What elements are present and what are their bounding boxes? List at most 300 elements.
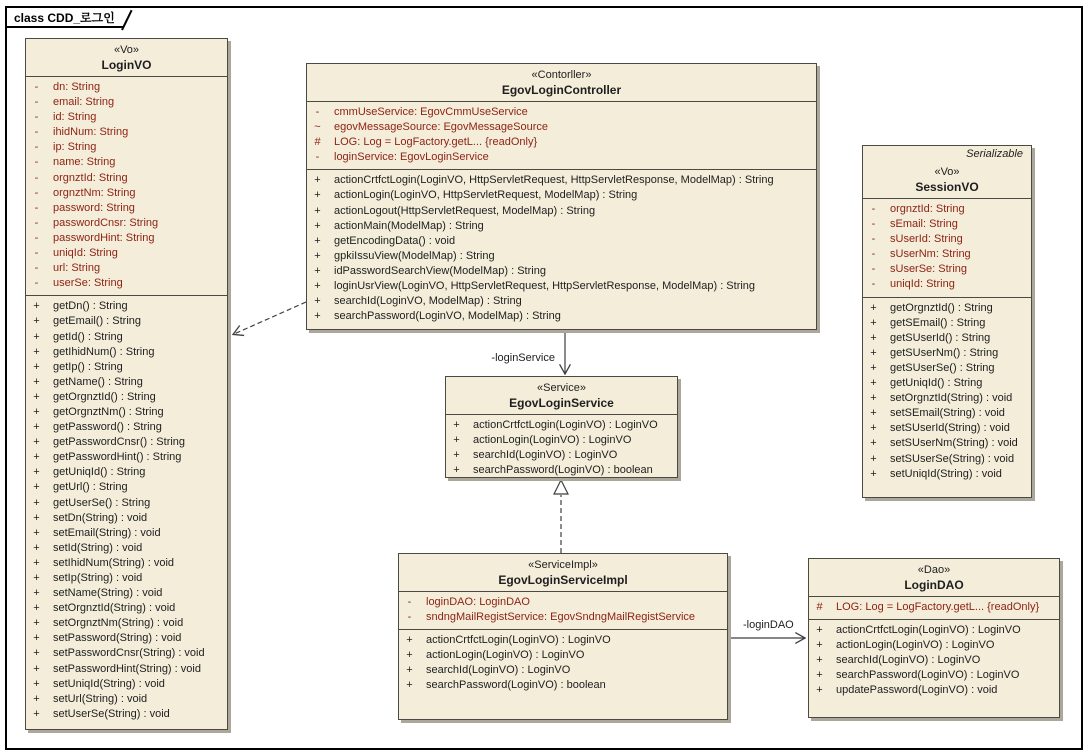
op-text: getDn() : String: [53, 300, 128, 313]
attr-text: id: String: [53, 111, 97, 124]
op-text: gpkiIssuView(ModelMap) : String: [334, 249, 495, 262]
attr-row: [26, 231, 227, 246]
op-text: setPasswordCnsr(String) : void: [53, 647, 205, 660]
attr-text: ip: String: [53, 141, 97, 154]
op-row: [26, 616, 227, 631]
visibility-symbol: -: [34, 201, 39, 214]
visibility-symbol: -: [871, 218, 876, 231]
attr-row: [863, 217, 1031, 232]
attr-text: orgnztNm: String: [53, 186, 136, 199]
attrs-compartment: [863, 198, 1031, 297]
op-row: [307, 309, 816, 324]
attrs-compartment: [26, 76, 227, 295]
visibility-symbol: +: [33, 300, 40, 313]
attr-text: orgnztId: String: [890, 203, 965, 215]
visibility-symbol: -: [34, 216, 39, 229]
attr-text: sUserId: String: [890, 233, 963, 246]
attr-text: passwordCnsr: String: [53, 216, 159, 229]
visibility-symbol: +: [33, 511, 40, 524]
class-header: [863, 161, 1031, 198]
visibility-symbol: +: [870, 331, 877, 344]
op-row: [863, 436, 1031, 451]
op-text: searchPassword(LoginVO) : LoginVO: [836, 669, 1020, 682]
visibility-symbol: +: [453, 419, 460, 431]
visibility-symbol: +: [33, 526, 40, 539]
visibility-symbol: +: [33, 572, 40, 584]
class-name: EgovLoginService: [509, 396, 614, 410]
op-row: [26, 330, 227, 345]
op-row: [863, 467, 1031, 482]
attrs-compartment: [307, 101, 816, 169]
op-row: [863, 421, 1031, 436]
op-row: [399, 633, 727, 648]
class-name: SessionVO: [915, 180, 979, 194]
visibility-symbol: +: [406, 679, 413, 692]
attrs-compartment: [809, 596, 1059, 619]
op-text: getIp() : String: [53, 360, 123, 373]
op-row: [26, 450, 227, 465]
attr-text: orgnztId: String: [53, 171, 128, 184]
op-row: [863, 301, 1031, 316]
attr-row: [26, 276, 227, 291]
visibility-symbol: +: [870, 346, 877, 359]
op-row: [307, 249, 816, 264]
visibility-symbol: +: [314, 234, 321, 247]
op-row: [26, 465, 227, 480]
class-stereotype: «ServiceImpl»: [528, 559, 598, 571]
op-row: [26, 405, 227, 420]
attr-row: [399, 610, 727, 625]
visibility-symbol: +: [33, 617, 40, 630]
op-text: setSUserNm(String) : void: [890, 437, 1018, 450]
visibility-symbol: -: [34, 141, 39, 154]
visibility-symbol: +: [33, 647, 40, 660]
visibility-symbol: -: [34, 247, 39, 260]
visibility-symbol: #: [816, 601, 823, 613]
op-row: [399, 648, 727, 663]
visibility-symbol: -: [34, 156, 39, 169]
op-text: setIhidNum(String) : void: [53, 556, 175, 569]
op-text: searchId(LoginVO) : LoginVO: [473, 449, 618, 462]
op-row: [26, 435, 227, 450]
op-row: [26, 571, 227, 586]
visibility-symbol: +: [314, 204, 321, 217]
attr-text: LOG: Log = LogFactory.getL... {readOnly}: [836, 601, 1040, 613]
class-EgovLoginServiceImpl[interactable]: [398, 553, 728, 720]
op-row: [307, 294, 816, 309]
attr-text: loginDAO: LoginDAO: [426, 596, 530, 608]
op-row: [809, 638, 1059, 653]
ops-compartment: [399, 629, 727, 697]
visibility-symbol: #: [314, 136, 321, 149]
op-text: setOrgnztNm(String) : void: [53, 617, 184, 630]
visibility-symbol: +: [314, 295, 321, 308]
op-text: searchPassword(LoginVO) : boolean: [426, 679, 606, 692]
class-header: [809, 559, 1059, 596]
op-row: [446, 433, 677, 448]
visibility-symbol: +: [870, 467, 877, 480]
op-row: [26, 631, 227, 646]
visibility-symbol: +: [33, 677, 40, 690]
op-row: [26, 420, 227, 435]
visibility-symbol: +: [33, 707, 40, 720]
attr-text: cmmUseService: EgovCmmUseService: [334, 106, 528, 118]
realization-triangle: [554, 480, 568, 494]
op-row: [26, 601, 227, 616]
op-row: [863, 361, 1031, 376]
op-text: actionLogin(LoginVO) : LoginVO: [426, 649, 585, 662]
op-text: setEmail(String) : void: [53, 526, 161, 539]
op-row: [863, 376, 1031, 391]
visibility-symbol: +: [406, 649, 413, 662]
op-text: getName() : String: [53, 375, 143, 388]
op-row: [26, 707, 227, 722]
visibility-symbol: +: [816, 639, 823, 652]
attr-row: [26, 140, 227, 155]
attr-row: [26, 155, 227, 170]
visibility-symbol: -: [407, 596, 412, 608]
op-row: [26, 526, 227, 541]
op-text: searchPassword(LoginVO, ModelMap) : String: [334, 310, 561, 323]
attr-row: [26, 125, 227, 140]
op-row: [26, 496, 227, 511]
op-row: [307, 219, 816, 234]
visibility-symbol: +: [870, 407, 877, 420]
op-row: [26, 345, 227, 360]
op-text: actionCrtfctLogin(LoginVO) : LoginVO: [426, 634, 611, 647]
class-header: [26, 39, 227, 76]
op-row: [809, 683, 1059, 698]
op-text: setOrgnztId(String) : void: [53, 602, 176, 615]
visibility-symbol: +: [314, 280, 321, 293]
attr-text: email: String: [53, 96, 115, 109]
op-row: [863, 391, 1031, 406]
attr-row: [26, 201, 227, 216]
attr-text: ihidNum: String: [53, 126, 129, 139]
op-text: setId(String) : void: [53, 541, 143, 554]
op-text: idPasswordSearchView(ModelMap) : String: [334, 264, 546, 277]
attr-text: sndngMailRegistService: EgovSndngMailRegistService: [426, 611, 696, 624]
op-text: setIp(String) : void: [53, 572, 143, 584]
op-text: setUrl(String) : void: [53, 692, 148, 705]
visibility-symbol: +: [870, 437, 877, 450]
class-LoginDAO[interactable]: [808, 558, 1060, 718]
op-text: setSUserId(String) : void: [890, 422, 1010, 435]
op-text: getEmail() : String: [53, 315, 142, 328]
op-text: getOrgnztId() : String: [890, 301, 993, 314]
ops-compartment: [809, 619, 1059, 702]
op-text: searchId(LoginVO) : LoginVO: [836, 654, 981, 667]
visibility-symbol: -: [34, 111, 39, 124]
op-text: setUserSe(String) : void: [53, 707, 170, 720]
ops-compartment: [26, 295, 227, 726]
attr-text: sUserSe: String: [890, 263, 968, 276]
ops-compartment: [446, 414, 677, 478]
diagram-title-tab: [7, 8, 123, 28]
op-row: [863, 346, 1031, 361]
visibility-symbol: +: [33, 602, 40, 615]
visibility-symbol: +: [314, 310, 321, 323]
op-row: [446, 418, 677, 433]
visibility-symbol: -: [871, 203, 876, 215]
association-label-loginService: -loginService: [491, 352, 555, 364]
op-text: getPasswordCnsr() : String: [53, 436, 186, 449]
op-row: [399, 663, 727, 678]
visibility-symbol: +: [870, 301, 877, 314]
op-text: getOrgnztNm() : String: [53, 405, 164, 418]
op-text: getId() : String: [53, 330, 123, 343]
attr-row: [863, 232, 1031, 247]
visibility-symbol: -: [34, 262, 39, 275]
attr-row: [26, 216, 227, 231]
visibility-symbol: +: [33, 556, 40, 569]
op-text: getSUserNm() : String: [890, 346, 999, 359]
attr-text: sEmail: String: [890, 218, 958, 231]
op-text: setUniqId(String) : void: [53, 677, 165, 690]
op-row: [307, 234, 816, 249]
attr-row: [26, 261, 227, 276]
op-row: [307, 188, 816, 203]
class-stereotype: «Service»: [537, 382, 586, 394]
op-text: setName(String) : void: [53, 587, 163, 600]
association-label-loginDAO: -loginDAO: [743, 619, 794, 631]
attr-text: passwordHint: String: [53, 231, 155, 244]
visibility-symbol: +: [453, 449, 460, 462]
visibility-symbol: +: [33, 421, 40, 434]
op-row: [26, 677, 227, 692]
op-text: actionLogin(LoginVO) : LoginVO: [473, 434, 632, 447]
visibility-symbol: +: [33, 405, 40, 418]
op-text: getSEmail() : String: [890, 316, 986, 329]
op-text: actionCrtfctLogin(LoginVO, HttpServletRequest, HttpServletResponse, ModelMap) : String: [334, 174, 774, 187]
visibility-symbol: +: [816, 624, 823, 637]
op-row: [26, 646, 227, 661]
visibility-symbol: +: [33, 360, 40, 373]
attr-row: [863, 262, 1031, 277]
attr-row: [26, 110, 227, 125]
visibility-symbol: +: [33, 662, 40, 675]
visibility-symbol: +: [870, 392, 877, 405]
op-text: actionLogin(LoginVO) : LoginVO: [836, 639, 995, 652]
op-text: getPasswordHint() : String: [53, 451, 182, 464]
op-text: getOrgnztId() : String: [53, 390, 156, 403]
visibility-symbol: +: [33, 632, 40, 645]
class-header: [307, 64, 816, 101]
visibility-symbol: +: [870, 316, 877, 329]
attr-text: LOG: Log = LogFactory.getL... {readOnly}: [334, 136, 538, 149]
visibility-symbol: -: [34, 171, 39, 184]
class-header: [399, 554, 727, 591]
visibility-symbol: +: [314, 189, 321, 202]
visibility-symbol: +: [453, 464, 460, 477]
op-row: [26, 299, 227, 314]
op-text: getSUserSe() : String: [890, 361, 995, 374]
visibility-symbol: +: [816, 669, 823, 682]
visibility-symbol: +: [33, 315, 40, 328]
class-EgovLoginController[interactable]: [306, 63, 817, 330]
op-text: actionLogout(HttpServletRequest, ModelMap) : String: [334, 204, 596, 217]
attr-row: [26, 246, 227, 261]
visibility-symbol: +: [33, 330, 40, 343]
op-row: [26, 586, 227, 601]
visibility-symbol: +: [314, 264, 321, 277]
attr-text: dn: String: [53, 81, 101, 93]
attr-row: [26, 95, 227, 110]
visibility-symbol: +: [33, 692, 40, 705]
visibility-symbol: -: [34, 96, 39, 109]
op-text: getUniqId() : String: [53, 466, 146, 479]
op-row: [26, 556, 227, 571]
attr-row: [307, 135, 816, 150]
visibility-symbol: +: [33, 390, 40, 403]
op-text: searchId(LoginVO, ModelMap) : String: [334, 295, 522, 308]
op-row: [26, 360, 227, 375]
visibility-symbol: +: [870, 422, 877, 435]
visibility-symbol: +: [314, 249, 321, 262]
diagram-title: class CDD_로그인: [14, 10, 115, 25]
visibility-symbol: ~: [314, 121, 321, 134]
visibility-symbol: +: [33, 451, 40, 464]
attr-text: password: String: [53, 201, 135, 214]
visibility-symbol: +: [33, 436, 40, 449]
op-row: [446, 448, 677, 463]
attr-row: [307, 105, 816, 120]
op-row: [26, 541, 227, 556]
op-text: setUniqId(String) : void: [890, 467, 1002, 480]
class-EgovLoginService[interactable]: [445, 376, 678, 478]
op-text: actionCrtfctLogin(LoginVO) : LoginVO: [836, 624, 1021, 637]
op-text: getIhidNum() : String: [53, 345, 155, 358]
visibility-symbol: -: [34, 231, 39, 244]
op-text: actionCrtfctLogin(LoginVO) : LoginVO: [473, 419, 658, 431]
visibility-symbol: +: [406, 664, 413, 677]
visibility-symbol: +: [33, 481, 40, 494]
op-text: setDn(String) : void: [53, 511, 148, 524]
attr-row: [863, 247, 1031, 262]
ops-compartment: [863, 297, 1031, 486]
visibility-symbol: +: [406, 634, 413, 647]
visibility-symbol: +: [33, 496, 40, 509]
visibility-symbol: -: [871, 248, 876, 261]
ops-compartment: [307, 169, 816, 328]
op-text: getUserSe() : String: [53, 496, 151, 509]
attr-text: url: String: [53, 262, 101, 275]
class-name: EgovLoginServiceImpl: [498, 573, 628, 587]
visibility-symbol: -: [34, 277, 39, 290]
attr-text: egovMessageSource: EgovMessageSource: [334, 121, 549, 134]
visibility-symbol: +: [816, 654, 823, 667]
op-row: [809, 668, 1059, 683]
visibility-symbol: -: [315, 106, 320, 118]
dependency-controller-loginvo-line[interactable]: [234, 302, 306, 334]
op-row: [26, 662, 227, 677]
visibility-symbol: +: [33, 587, 40, 600]
attr-row: [399, 595, 727, 610]
visibility-symbol: -: [407, 611, 412, 624]
op-row: [307, 204, 816, 219]
op-text: searchPassword(LoginVO) : boolean: [473, 464, 653, 477]
attrs-compartment: [399, 591, 727, 629]
attr-row: [863, 277, 1031, 292]
visibility-symbol: +: [33, 541, 40, 554]
visibility-symbol: -: [871, 233, 876, 246]
visibility-symbol: +: [33, 375, 40, 388]
attr-text: name: String: [53, 156, 116, 169]
class-header: [446, 377, 677, 414]
op-row: [863, 406, 1031, 421]
class-name: LoginDAO: [904, 578, 964, 592]
op-row: [307, 279, 816, 294]
visibility-symbol: -: [871, 278, 876, 291]
op-row: [863, 452, 1031, 467]
op-text: setPassword(String) : void: [53, 632, 182, 645]
op-text: getUrl() : String: [53, 481, 128, 494]
op-text: setOrgnztId(String) : void: [890, 392, 1013, 405]
attr-row: [863, 202, 1031, 217]
attr-text: loginService: EgovLoginService: [334, 151, 489, 164]
op-row: [809, 653, 1059, 668]
attr-text: uniqId: String: [53, 247, 118, 260]
attr-row: [809, 600, 1059, 615]
op-row: [863, 316, 1031, 331]
op-row: [26, 692, 227, 707]
op-row: [26, 511, 227, 526]
class-name: EgovLoginController: [501, 83, 622, 97]
visibility-symbol: +: [870, 361, 877, 374]
op-text: getPassword() : String: [53, 421, 162, 434]
attr-text: userSe: String: [53, 277, 123, 290]
op-text: loginUsrView(LoginVO, HttpServletRequest, HttpServletResponse, ModelMap) : String: [334, 280, 756, 293]
op-row: [446, 463, 677, 478]
attr-row: [26, 171, 227, 186]
attr-row: [26, 186, 227, 201]
class-stereotype: «Contorller»: [531, 69, 592, 81]
attr-row: [26, 80, 227, 95]
op-row: [307, 173, 816, 188]
op-text: getSUserId() : String: [890, 331, 991, 344]
op-row: [307, 264, 816, 279]
visibility-symbol: +: [314, 174, 321, 187]
op-row: [26, 480, 227, 495]
op-text: searchId(LoginVO) : LoginVO: [426, 664, 571, 677]
class-SessionVO[interactable]: [862, 145, 1032, 498]
visibility-symbol: -: [871, 263, 876, 276]
visibility-symbol: +: [870, 377, 877, 390]
class-name: LoginVO: [101, 58, 152, 72]
op-text: updatePassword(LoginVO) : void: [836, 684, 998, 697]
attr-row: [307, 150, 816, 165]
visibility-symbol: +: [33, 466, 40, 479]
op-row: [809, 623, 1059, 638]
op-text: actionLogin(LoginVO, HttpServletRequest, ModelMap) : String: [334, 189, 638, 202]
op-row: [863, 331, 1031, 346]
op-row: [26, 390, 227, 405]
class-LoginVO[interactable]: [25, 38, 228, 730]
class-stereotype: «Vo»: [934, 166, 960, 178]
visibility-symbol: -: [34, 126, 39, 139]
op-text: getUniqId() : String: [890, 377, 983, 390]
visibility-symbol: +: [816, 684, 823, 697]
op-row: [399, 678, 727, 693]
visibility-symbol: -: [34, 186, 39, 199]
visibility-symbol: +: [870, 452, 877, 465]
visibility-symbol: +: [314, 219, 321, 232]
op-text: setSEmail(String) : void: [890, 407, 1005, 420]
visibility-symbol: +: [453, 434, 460, 447]
attr-text: sUserNm: String: [890, 248, 971, 261]
class-stereotype: «Dao»: [917, 564, 951, 576]
class-stereotype: «Vo»: [113, 44, 140, 56]
